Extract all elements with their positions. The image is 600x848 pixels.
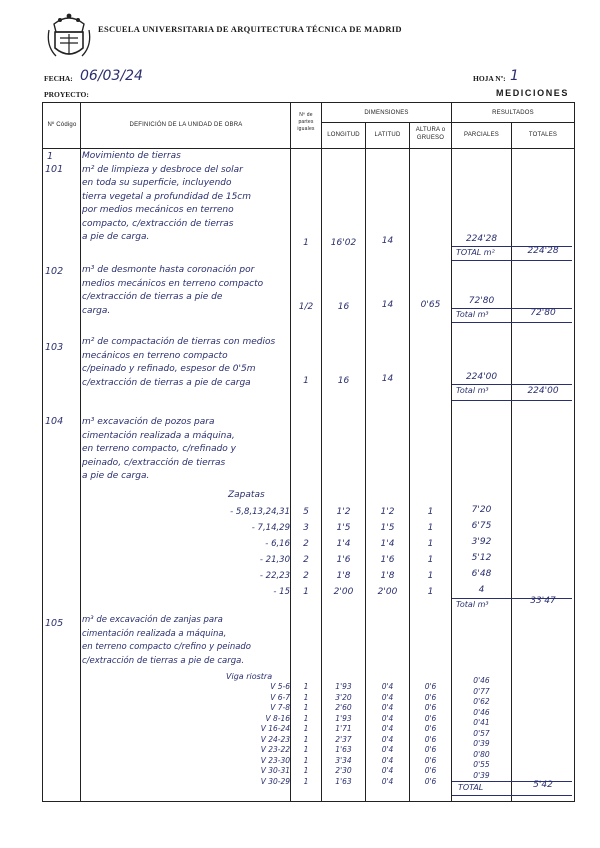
row-103-code: 103	[45, 342, 64, 353]
row-104-item-longitud: 1'2 1'5 1'4 1'6 1'8 2'00	[333, 507, 354, 597]
row-104-total: 33'47	[530, 596, 556, 606]
row-101-longitud: 16'02	[330, 238, 357, 248]
row-104-item-partes: 5 3 2 2 2 1	[303, 507, 309, 597]
row-105-total-label: TOTAL	[458, 783, 484, 792]
row-104-item-parcial: 7'20 6'75 3'92 5'12 6'48 4	[471, 505, 492, 595]
row-105-item-altura: 0'6 0'6 0'6 0'6 0'6 0'6 0'6 0'6 0'6 0'6	[424, 682, 437, 786]
row-104-code: 104	[45, 416, 64, 427]
col-codigo: Nº Código	[47, 122, 77, 128]
col-partes: Nº de partes iguales	[297, 112, 315, 132]
proyecto-label: PROYECTO:	[44, 90, 89, 99]
col-latitud: LATITUD	[374, 132, 401, 138]
row-101-description: Movimiento de tierras m² de limpieza y desbroce del solar en toda su superficie, incluyendo tierra vegetal a profundidad de 15cm por medios mecánicos en terreno compacto, c/extracción de tierras a pie de carga.	[82, 151, 252, 242]
row-103-latitud: 14	[381, 374, 394, 384]
row-104-total-label: Total m³	[456, 600, 489, 609]
row-104-item-latitud: 1'2 1'5 1'4 1'6 1'8 2'00	[377, 507, 398, 597]
col-totales: TOTALES	[528, 132, 558, 138]
row-103-parcial: 224'00	[465, 372, 498, 382]
section-title: MEDICIONES	[496, 88, 570, 98]
row-103-total: 224'00	[527, 386, 559, 396]
school-crest-logo	[46, 10, 92, 62]
row-105-item-longitud: 1'93 3'20 2'60 1'93 1'71 2'37 1'63 3'34 2'30 1'63	[335, 682, 352, 786]
row-102-parcial: 72'80	[468, 296, 495, 306]
row-101-total: 224'28	[527, 246, 559, 256]
row-102-description: m³ de desmonte hasta coronación por medios mecánicos en terreno compacto c/extracción de tierras a pie de carga.	[82, 265, 264, 316]
col-altura: ALTURA o GRUESO	[415, 127, 446, 141]
col-longitud: LONGITUD	[327, 132, 360, 138]
row-105-total: 5'42	[533, 780, 553, 790]
row-103-partes: 1	[303, 376, 309, 386]
row-105-code: 105	[45, 618, 64, 629]
row-103-description: m² de compactación de tierras con medios mecánicos en terreno compacto c/peinado y refinado, espesor de 0'5m c/extracción de tierras a pie de carga	[82, 337, 276, 388]
row-102-longitud: 16	[337, 302, 350, 312]
row-105-item-latitud: 0'4 0'4 0'4 0'4 0'4 0'4 0'4 0'4 0'4 0'4	[381, 682, 394, 786]
col-dimensiones: DIMENSIONES	[364, 110, 409, 116]
row-102-total: 72'80	[530, 308, 556, 318]
row-104-subtitle: Zapatas	[228, 490, 265, 500]
col-parciales: PARCIALES	[463, 132, 500, 138]
row-105-item-partes: 1 1 1 1 1 1 1 1 1 1	[303, 682, 309, 786]
row-102-total-label: Total m³	[456, 310, 489, 319]
col-definicion: DEFINICIÓN DE LA UNIDAD DE OBRA	[129, 122, 243, 128]
fecha-label: FECHA:	[44, 74, 73, 83]
row-101-latitud: 14	[381, 236, 394, 246]
row-102-altura: 0'65	[420, 300, 441, 310]
row-104-item-labels: - 5,8,13,24,31 - 7,14,29 - 6,16 - 21,30 - 22,23 - 15	[230, 507, 290, 597]
row-101-chapter: 1	[47, 151, 54, 162]
school-name: ESCUELA UNIVERSITARIA DE ARQUITECTURA TÉCNICA DE MADRID	[98, 24, 402, 34]
row-104-item-altura: 1 1 1 1 1 1	[427, 507, 434, 597]
row-105-item-labels: V 5-6 V 6-7 V 7-8 V 8-16 V 16-24 V 24-23 V 23-22 V 23-30 V 30-31 V 30-29	[260, 682, 290, 786]
row-104-description: m³ excavación de pozos para cimentación realizada a máquina, en terreno compacto, c/refinado y peinado, c/extracción de tierras a pie de carga.	[82, 417, 236, 481]
row-105-item-parcial: 0'46 0'77 0'62 0'46 0'41 0'57 0'39 0'80 0'55 0'39	[473, 676, 490, 780]
row-103-total-label: Total m³	[456, 386, 489, 395]
hoja-label: HOJA Nº:	[473, 74, 506, 83]
row-105-description: m³ de excavación de zanjas para cimentación realizada a máquina, en terreno compacto c/refino y peinado c/extracción de tierras a pie de carga.	[82, 615, 252, 666]
fecha-value: 06/03/24	[80, 68, 143, 84]
hoja-value: 1	[510, 68, 519, 84]
row-101-partes: 1	[303, 238, 309, 248]
row-101-parcial: 224'28	[465, 234, 498, 244]
row-102-latitud: 14	[381, 300, 394, 310]
row-102-partes: 1/2	[298, 302, 314, 312]
row-103-longitud: 16	[337, 376, 350, 386]
col-resultados: RESULTADOS	[492, 110, 534, 116]
row-101-code: 101	[45, 164, 64, 175]
row-102-code: 102	[45, 266, 64, 277]
row-101-total-label: TOTAL m²	[456, 248, 495, 257]
row-105-subtitle: Viga riostra	[226, 672, 273, 681]
